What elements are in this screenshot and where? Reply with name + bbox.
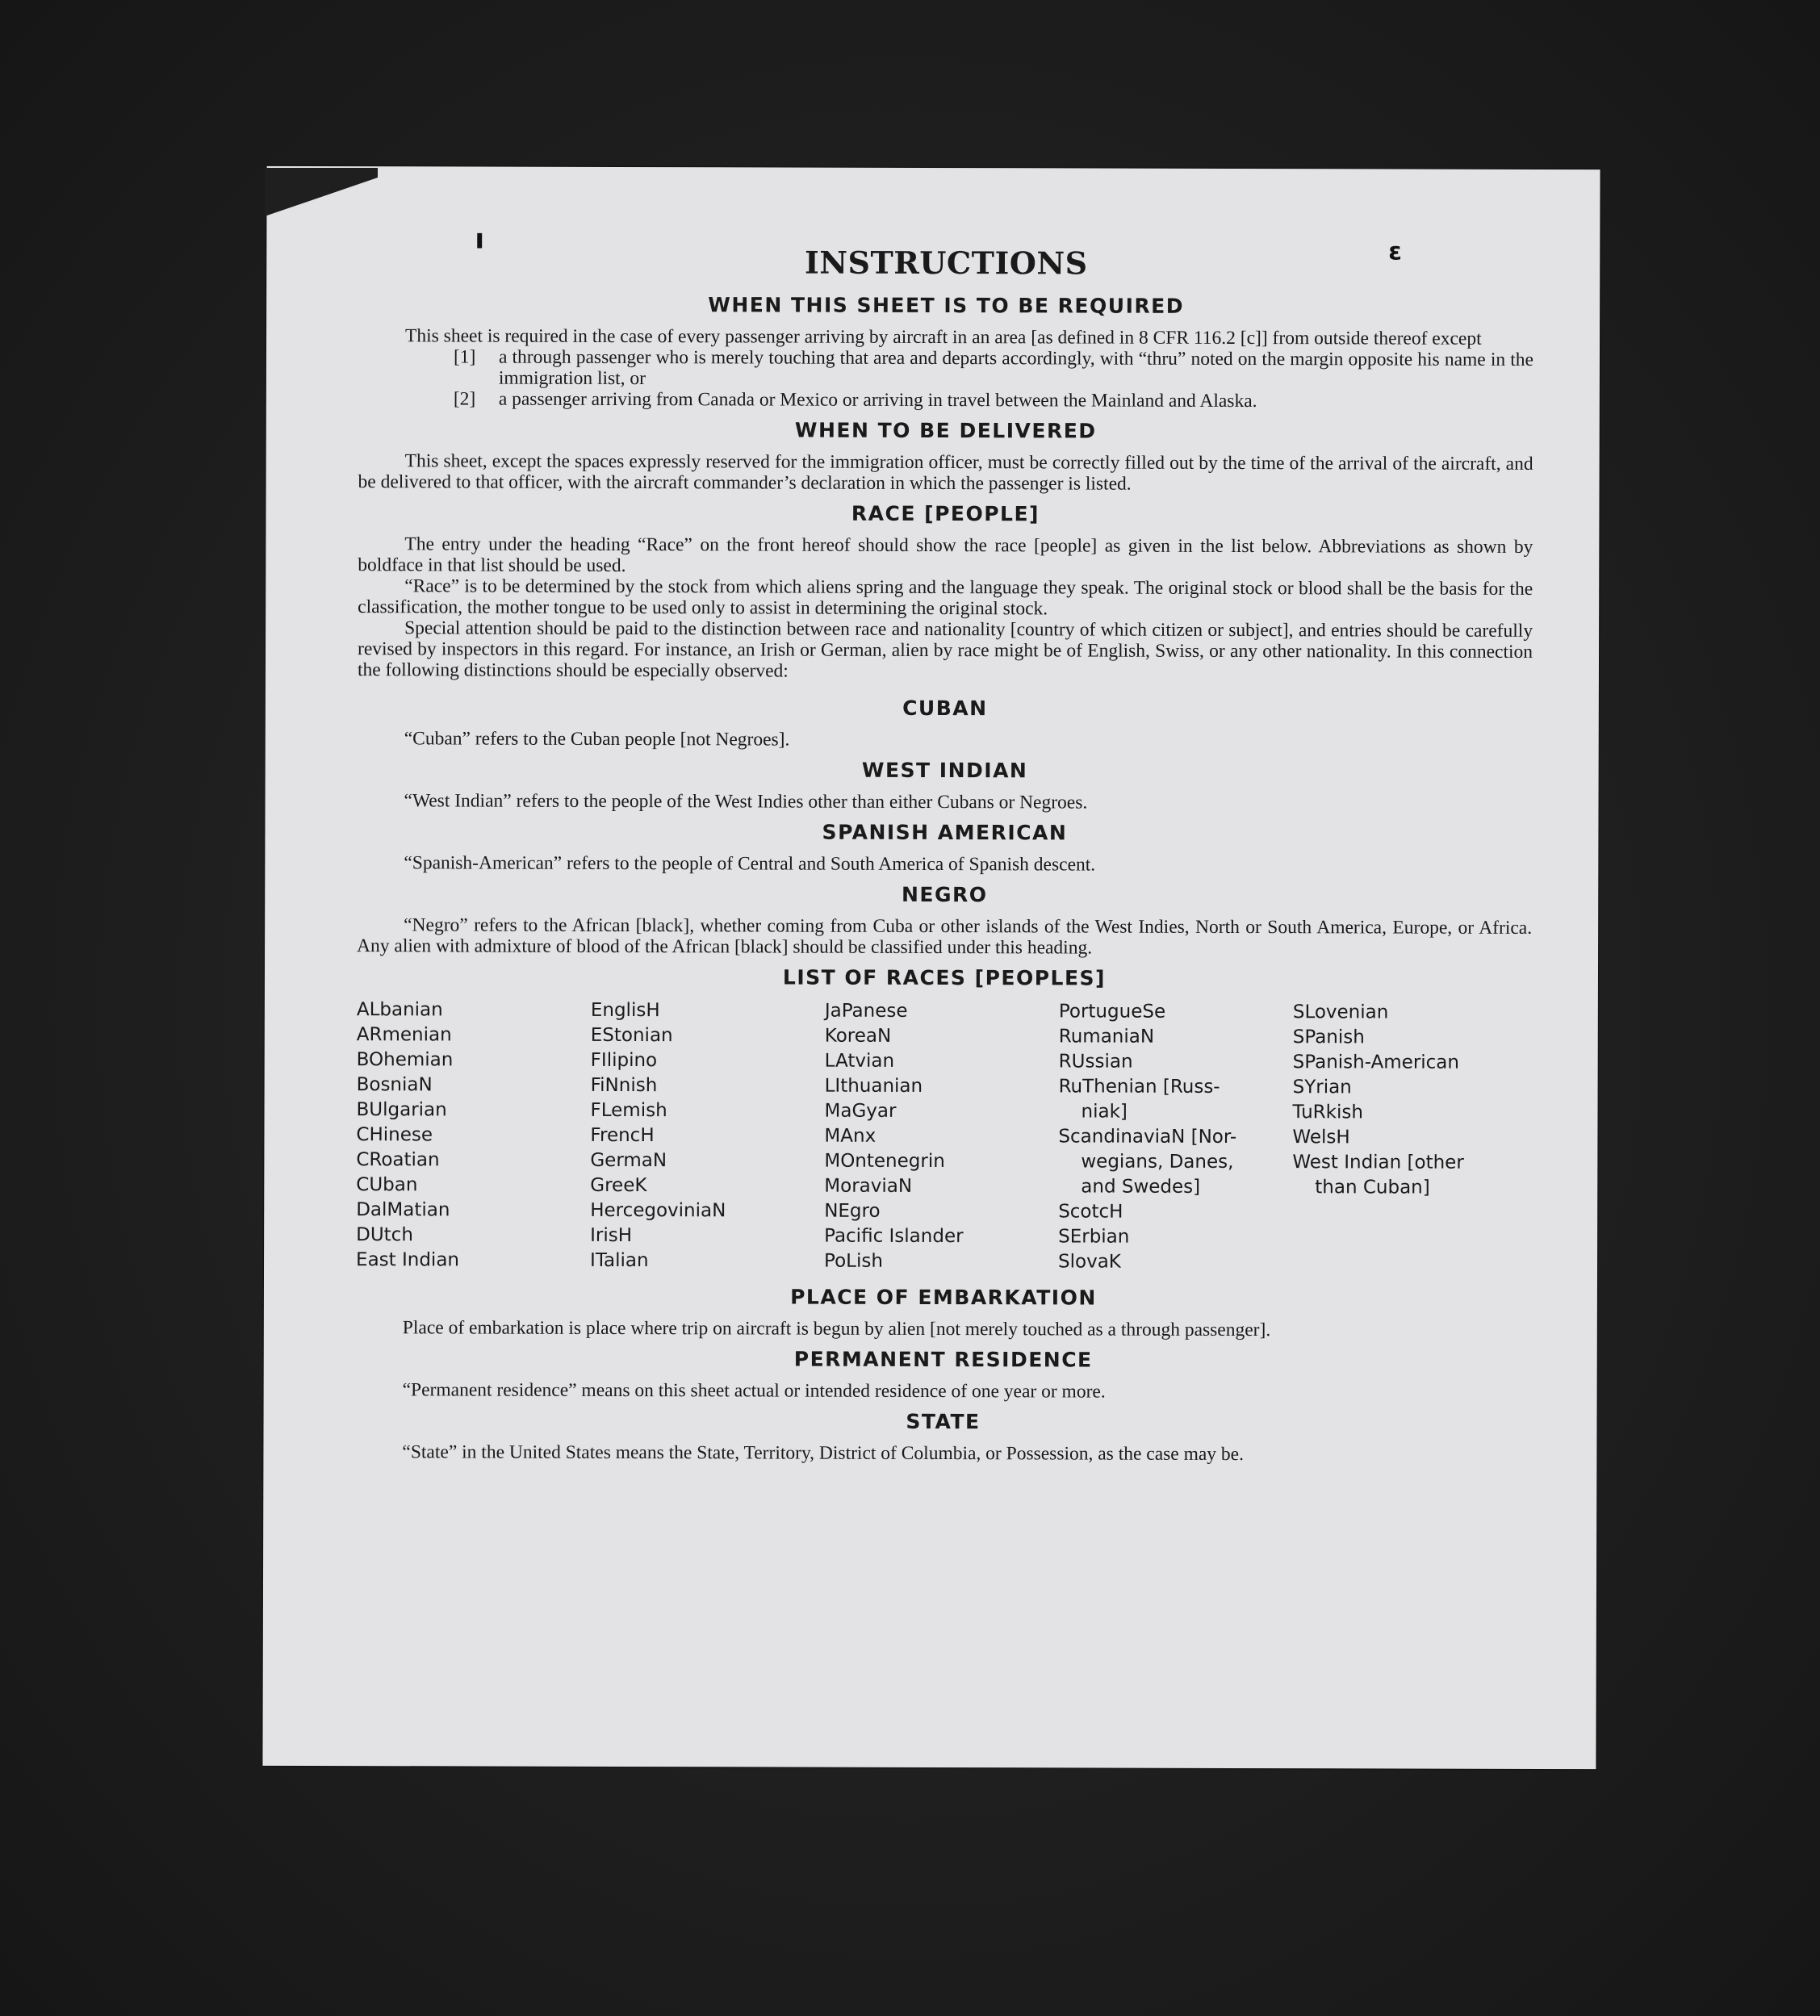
heading-race: RACE [PEOPLE]: [851, 501, 1040, 526]
race-entry: GermaN: [590, 1149, 667, 1172]
race-entry: FIlipino: [590, 1049, 658, 1072]
exception-text: a passenger arriving from Canada or Mexico or arriving in travel between the Mainland and Alaska.: [498, 388, 1257, 412]
heading-permanent-residence: PERMANENT RESIDENCE: [793, 1347, 1093, 1372]
race-entry-continued: niak]: [1081, 1101, 1128, 1123]
race-entry: EnglisH: [590, 999, 660, 1022]
race-column-5: [1292, 1000, 1527, 1276]
race-entry: SLovenian: [1292, 1002, 1389, 1023]
race-entry: KoreaN: [824, 1025, 892, 1047]
race-entry: RUssian: [1058, 1051, 1133, 1073]
race-entry: CRoatian: [356, 1149, 440, 1171]
race-column-1: [356, 998, 591, 1274]
heading-when-required: WHEN THIS SHEET IS TO BE REQUIRED: [708, 293, 1185, 318]
document-title: INSTRUCTIONS: [804, 244, 1088, 282]
race-entry: FLemish: [590, 1099, 667, 1122]
race-entry: SYrian: [1292, 1077, 1352, 1098]
race-entry: ScotcH: [1058, 1201, 1123, 1223]
race-entry: CHinese: [356, 1124, 433, 1146]
embarkation-text: Place of embarkation is place where trip on aircraft is begun by alien [not merely touched as a through passenger].: [402, 1317, 1271, 1341]
race-entry: RuThenian [Russ-: [1058, 1076, 1220, 1098]
race-entry: FiNnish: [590, 1074, 658, 1097]
exception-item: [358, 346, 1533, 391]
cuban-text: “Cuban” refers to the Cuban people [not Negroes].: [404, 728, 790, 751]
race-entry: TuRkish: [1292, 1102, 1363, 1123]
race-entry: Pacific Islander: [824, 1225, 964, 1248]
race-paragraph-1: The entry under the heading “Race” on the front hereof should show the race [people] as given in the list below. Abbreviations as shown by boldface in that list should be used.: [358, 533, 1533, 577]
race-entry: JaPanese: [824, 1000, 908, 1022]
exception-text: a through passenger who is merely touching that area and departs accordingly, with “thru” noted on the margin opposite his name in the immigration list, or: [498, 346, 1534, 390]
race-column-4: [1058, 999, 1293, 1275]
west-indian-text: “West Indian” refers to the people of the West Indies other than either Cubans or Negroes.: [404, 790, 1088, 814]
race-entry: LIthuanian: [824, 1075, 923, 1097]
race-entry: MaGyar: [824, 1100, 897, 1122]
negro-text: “Negro” refers to the African [black], whether coming from Cuba or other islands of the West Indies, North or South America, Europe, or Africa. Any alien with admixture of blood of the African [black] should be classified under this heading.: [357, 914, 1533, 959]
race-entry: DUtch: [356, 1224, 413, 1246]
race-entry: SErbian: [1058, 1226, 1130, 1248]
heading-embarkation: PLACE OF EMBARKATION: [790, 1285, 1097, 1310]
race-entry: HercegoviniaN: [590, 1199, 726, 1222]
race-entry: FrencH: [590, 1124, 655, 1147]
race-entry: SlovaK: [1058, 1251, 1121, 1273]
race-column-3: [824, 999, 1059, 1275]
race-paragraph-2: “Race” is to be determined by the stock from which aliens spring and the language they speak. The original stock or blood shall be the basis for the classification, the mother tongue to be used only to assist in determining the original stock.: [358, 575, 1533, 620]
race-entry: MoraviaN: [824, 1175, 913, 1197]
exception-number: [1]: [453, 346, 476, 368]
race-entry: PoLish: [824, 1250, 883, 1272]
punch-mark-left: ı: [475, 223, 485, 256]
race-entry: West Indian [other: [1292, 1152, 1464, 1173]
heading-state: STATE: [906, 1409, 981, 1434]
race-entry: DalMatian: [356, 1199, 450, 1221]
race-entry: IrisH: [590, 1224, 633, 1247]
heading-cuban: CUBAN: [902, 696, 988, 721]
instruction-sheet: [262, 166, 1600, 1769]
race-entry: MAnx: [824, 1125, 877, 1147]
heading-spanish-american: SPANISH AMERICAN: [822, 820, 1068, 845]
race-entry: BUlgarian: [356, 1099, 447, 1121]
race-entry: MOntenegrin: [824, 1150, 945, 1173]
race-entry: BosniaN: [356, 1074, 433, 1096]
punch-mark-right: ɛ: [1388, 237, 1403, 266]
race-entry: East Indian: [356, 1249, 460, 1271]
race-entry: LAtvian: [824, 1050, 895, 1072]
race-entry: ITalian: [590, 1249, 649, 1272]
race-entry: GreeK: [590, 1174, 647, 1197]
residence-text: “Permanent residence” means on this sheet actual or intended residence of one year or more.: [402, 1379, 1106, 1403]
race-entry: SPanish: [1292, 1027, 1365, 1048]
heading-negro: NEGRO: [901, 882, 988, 907]
race-entry: ARmenian: [356, 1024, 452, 1046]
race-entry-continued: than Cuban]: [1315, 1177, 1430, 1198]
state-text: “State” in the United States means the State, Territory, District of Columbia, or Possession, as the case may be.: [402, 1441, 1245, 1466]
race-entry: SPanish-American: [1292, 1052, 1460, 1073]
spanish-american-text: “Spanish-American” refers to the people of Central and South America of Spanish descent.: [404, 852, 1096, 876]
race-entry: ALbanian: [356, 999, 443, 1021]
when-required-intro: This sheet is required in the case of every passenger arriving by aircraft in an area [as defined in 8 CFR 116.2 [c]] from outside thereof except: [405, 325, 1482, 349]
heading-when-delivered: WHEN TO BE DELIVERED: [794, 418, 1097, 443]
race-entry: CUban: [356, 1174, 418, 1196]
exception-item: [358, 388, 1533, 412]
race-entry: RumaniaN: [1058, 1026, 1155, 1048]
race-entry: NEgro: [824, 1200, 881, 1222]
race-entry: EStonian: [590, 1024, 673, 1047]
race-list: [356, 998, 1532, 1276]
heading-west-indian: WEST INDIAN: [861, 758, 1028, 783]
race-column-2: [590, 998, 825, 1274]
race-entry: PortugueSe: [1058, 1001, 1166, 1023]
heading-list-of-races: LIST OF RACES [PEOPLES]: [782, 965, 1107, 990]
when-delivered-text: This sheet, except the spaces expressly reserved for the immigration officer, must be correctly filled out by the time of the arrival of the aircraft, and be delivered to that officer, with the aircraft commander’s declaration in which the passenger is listed.: [358, 450, 1533, 495]
race-entry-continued: and Swedes]: [1081, 1176, 1201, 1198]
exception-number: [2]: [453, 388, 476, 410]
race-entry: BOhemian: [356, 1049, 454, 1071]
race-entry: WelsH: [1292, 1127, 1350, 1148]
race-entry-continued: wegians, Danes,: [1081, 1151, 1234, 1173]
race-entry: ScandinaviaN [Nor-: [1058, 1126, 1237, 1148]
race-paragraph-3: Special attention should be paid to the distinction between race and nationality [country of which citizen or subject], and entries should be carefully revised by inspectors in this regard. For instance, an Irish or German, alien by race might be of English, Swiss, or any other nationality. In this connection the following distinctions should be especially observed:: [357, 617, 1533, 682]
